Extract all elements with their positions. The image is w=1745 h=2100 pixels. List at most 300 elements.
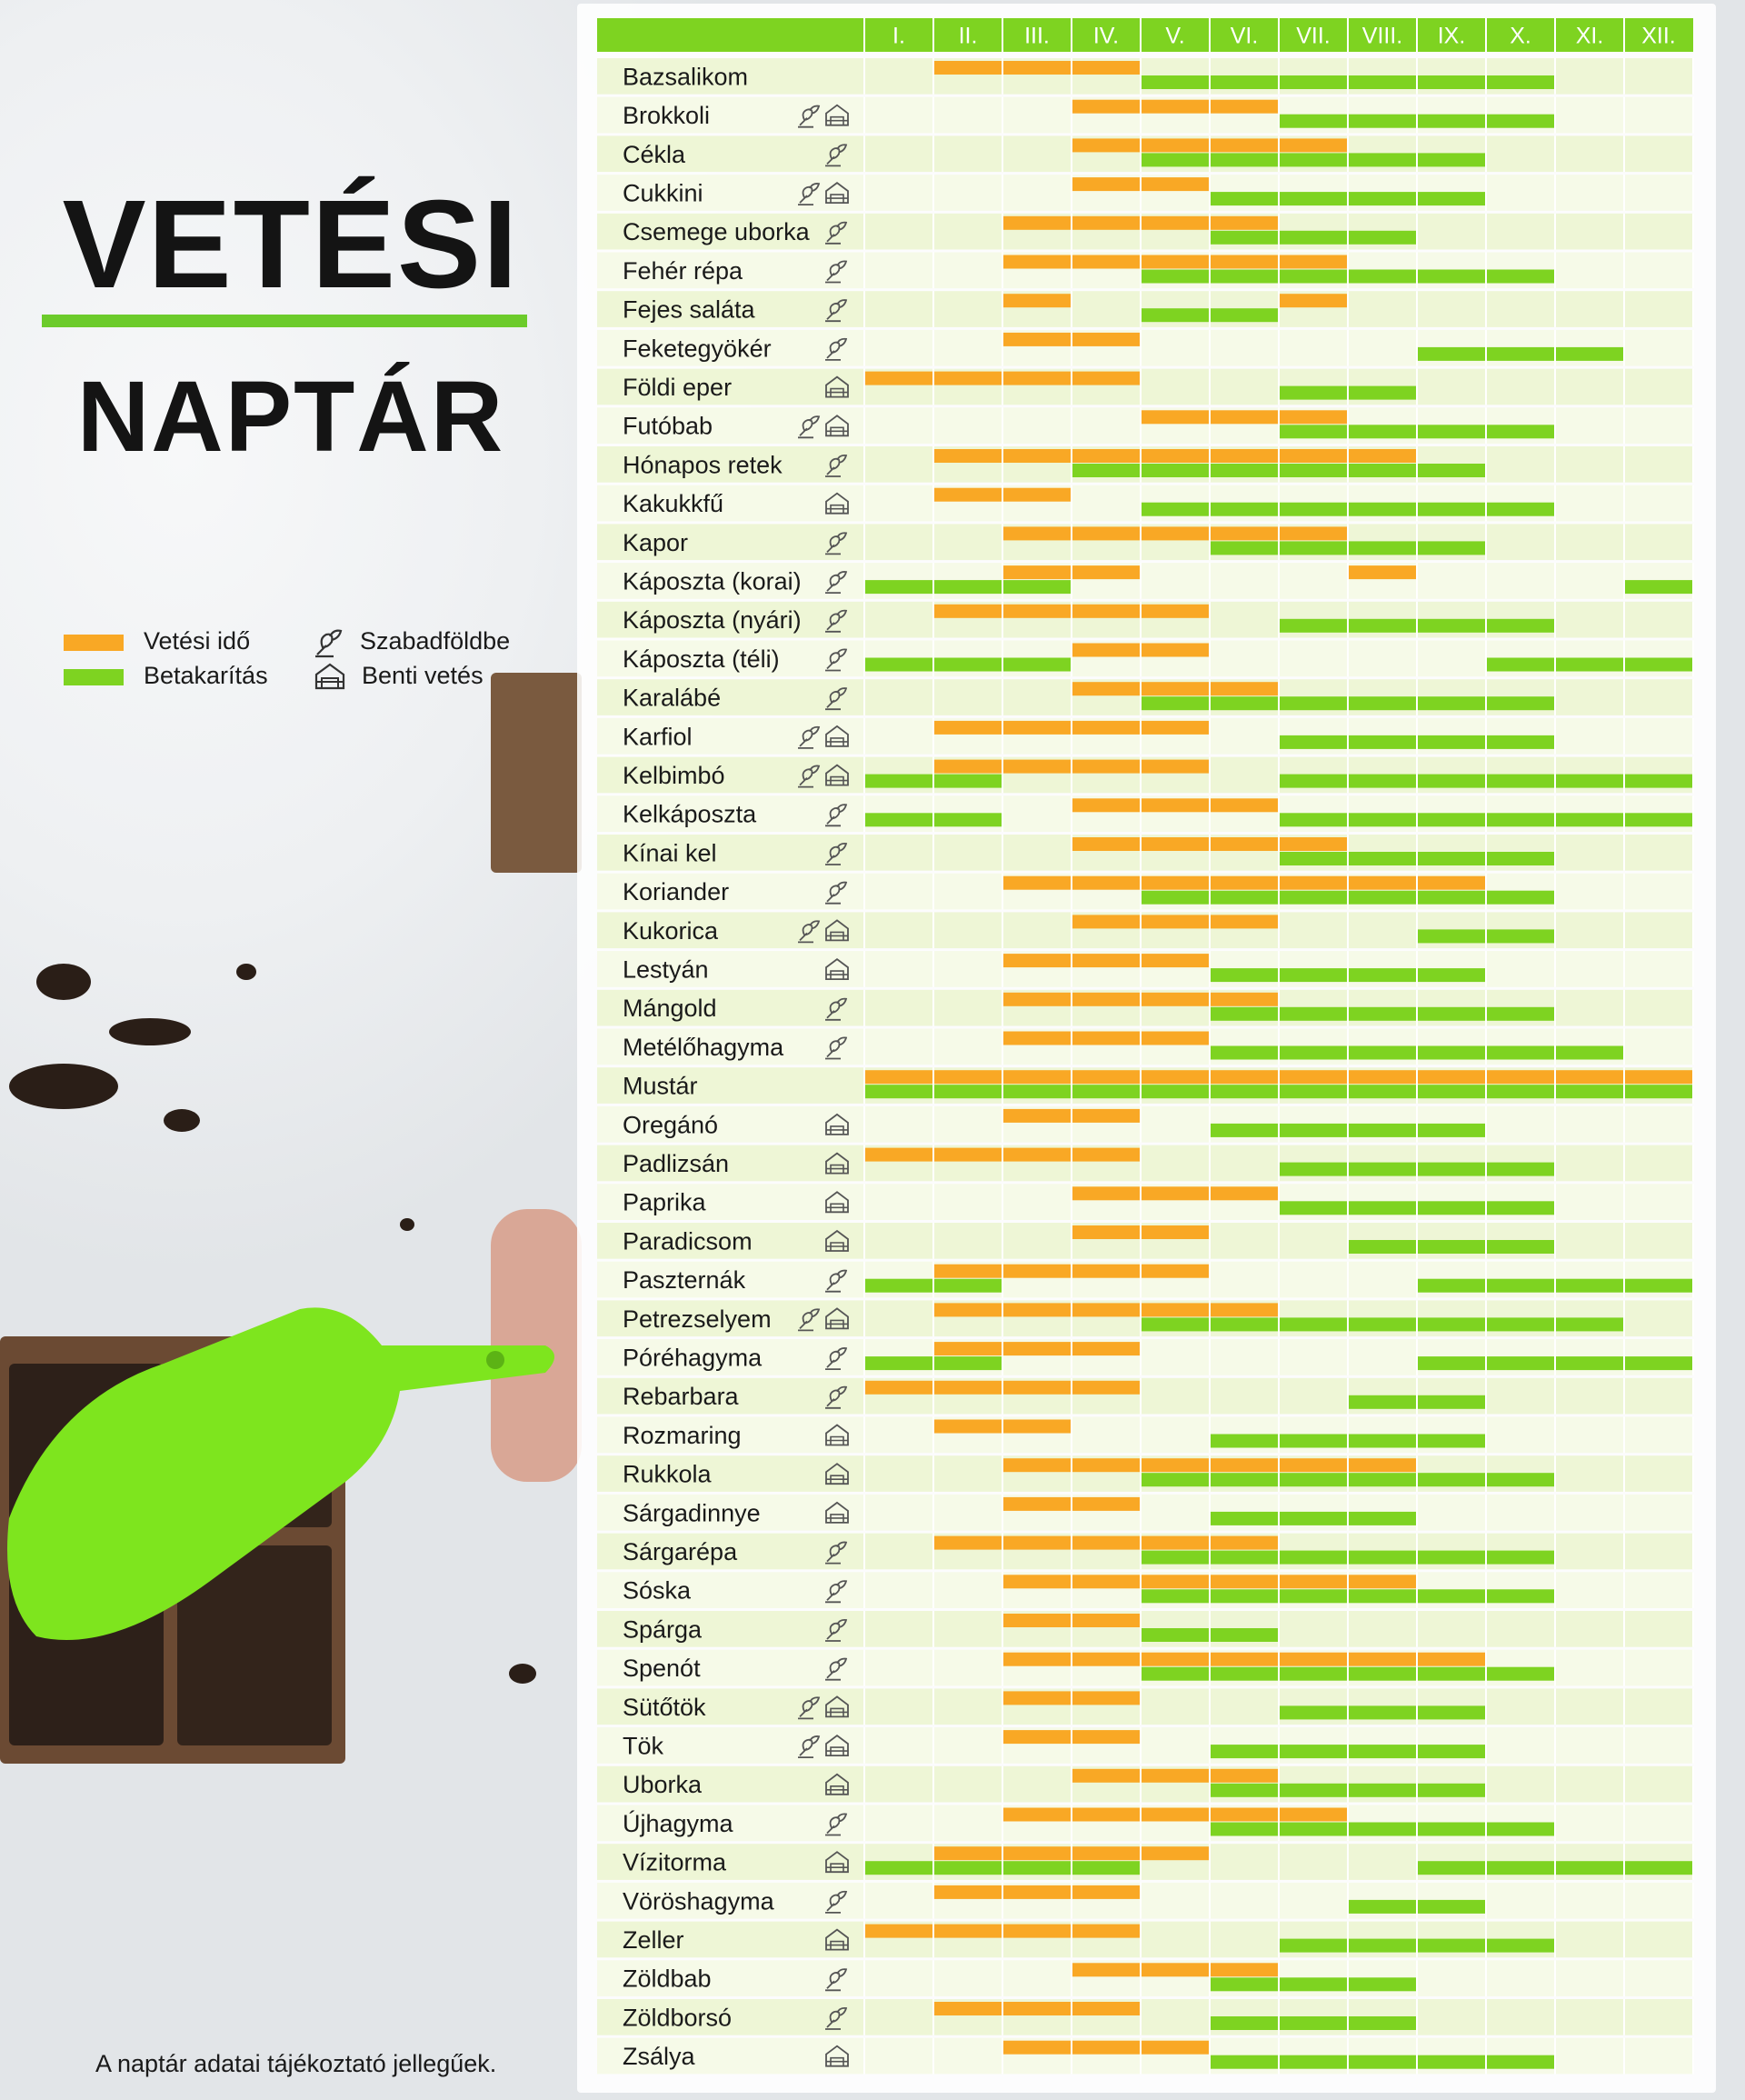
column-divider	[1347, 1766, 1349, 1803]
sowing-bar	[934, 1265, 1002, 1278]
harvest-bar	[1211, 541, 1278, 555]
column-divider	[1692, 1805, 1694, 1842]
column-divider	[1209, 1650, 1211, 1686]
column-divider	[1554, 1184, 1556, 1220]
column-divider	[1140, 1262, 1142, 1298]
column-divider	[1623, 912, 1625, 948]
column-divider	[1209, 718, 1211, 755]
column-divider	[1623, 874, 1625, 910]
column-divider	[863, 214, 865, 250]
column-divider	[1416, 135, 1418, 172]
column-divider	[1278, 1805, 1280, 1842]
harvest-bar	[1142, 75, 1209, 89]
column-divider	[1002, 1262, 1003, 1298]
column-divider	[1623, 1417, 1625, 1454]
column-divider	[1347, 1029, 1349, 1065]
column-divider	[1692, 679, 1694, 715]
trowel-sprout-icon	[314, 627, 346, 658]
column-divider	[1554, 563, 1556, 599]
column-divider	[1485, 1534, 1487, 1570]
sowing-bar	[934, 1885, 1002, 1899]
column-divider	[1140, 1805, 1142, 1842]
sowing-bar	[1003, 449, 1071, 463]
column-divider	[932, 1572, 934, 1608]
harvest-bar	[1349, 1512, 1416, 1525]
harvest-bar	[1418, 619, 1485, 633]
sowing-bar	[1142, 1769, 1209, 1783]
column-divider	[1623, 330, 1625, 366]
column-divider	[1002, 1922, 1003, 1958]
column-divider	[1140, 602, 1142, 638]
column-divider	[932, 874, 934, 910]
soil-crumb	[36, 964, 91, 1000]
sowing-bar	[1142, 1225, 1209, 1239]
column-divider	[932, 1455, 934, 1492]
sowing-bar	[1349, 1070, 1416, 1084]
sowing-bar	[1211, 1653, 1278, 1666]
column-divider	[1002, 330, 1003, 366]
row-label: Sóska	[623, 1576, 692, 1605]
sowing-bar	[1280, 1458, 1347, 1472]
row-background	[597, 1999, 1693, 2035]
column-divider	[932, 795, 934, 832]
harvest-bar	[1211, 75, 1278, 89]
column-divider	[1209, 641, 1211, 677]
row-label: Póréhagyma	[623, 1344, 763, 1372]
column-divider	[1416, 951, 1418, 987]
column-divider	[1209, 1999, 1211, 2035]
column-divider	[1692, 718, 1694, 755]
sowing-bar	[1003, 333, 1071, 346]
harvest-bar	[1625, 580, 1692, 594]
column-divider	[1623, 407, 1625, 444]
harvest-bar	[1003, 1085, 1071, 1098]
column-divider	[863, 369, 865, 405]
column-divider	[1485, 1378, 1487, 1415]
column-divider	[1623, 679, 1625, 715]
column-divider	[1002, 641, 1003, 677]
harvest-bar	[1280, 1823, 1347, 1836]
column-divider	[1071, 58, 1072, 95]
harvest-bar	[1487, 696, 1554, 710]
column-divider	[1416, 1184, 1418, 1220]
column-divider	[1416, 1106, 1418, 1143]
harvest-bar	[1487, 658, 1554, 672]
sowing-bar	[1003, 1497, 1071, 1511]
column-divider	[1485, 1844, 1487, 1880]
column-divider	[1554, 912, 1556, 948]
column-divider	[863, 1960, 865, 1996]
harvest-bar	[1418, 1861, 1485, 1875]
sowing-bar	[1072, 177, 1140, 191]
column-divider	[1071, 2038, 1072, 2075]
harvest-bar	[1280, 192, 1347, 205]
harvest-bar	[1349, 1589, 1416, 1603]
sowing-bar	[1003, 1032, 1071, 1045]
column-divider	[932, 1184, 934, 1220]
harvest-bar	[1280, 1705, 1347, 1719]
column-divider	[1209, 1922, 1211, 1958]
harvest-bar	[1003, 1861, 1071, 1875]
sowing-bar	[1003, 721, 1071, 735]
column-divider	[1071, 718, 1072, 755]
column-divider	[932, 2038, 934, 2075]
column-divider	[1554, 1339, 1556, 1375]
column-divider	[1278, 1727, 1280, 1764]
sowing-bar	[1072, 1885, 1140, 1899]
sowing-bar	[934, 449, 1002, 463]
column-divider	[1692, 214, 1694, 250]
sowing-bar	[1072, 1691, 1140, 1705]
harvest-bar	[1418, 347, 1485, 361]
column-divider	[1002, 1999, 1003, 2035]
harvest-bar	[1349, 2016, 1416, 2030]
column-divider	[1002, 679, 1003, 715]
harvest-bar	[1072, 1085, 1140, 1098]
sowing-bar	[1072, 2002, 1140, 2015]
column-divider	[1485, 1067, 1487, 1104]
header-divider	[932, 18, 934, 52]
column-divider	[932, 1999, 934, 2035]
sowing-bar	[1142, 644, 1209, 657]
harvest-bar	[1349, 852, 1416, 865]
column-divider	[1347, 1417, 1349, 1454]
harvest-bar	[1280, 1201, 1347, 1215]
column-divider	[932, 1495, 934, 1531]
column-divider	[1071, 1262, 1072, 1298]
column-divider	[1140, 874, 1142, 910]
column-divider	[1278, 1106, 1280, 1143]
header-divider	[1554, 18, 1556, 52]
column-divider	[1347, 1455, 1349, 1492]
sowing-bar	[1072, 605, 1140, 618]
sowing-bar	[1211, 410, 1278, 424]
column-divider	[1485, 1611, 1487, 1647]
column-divider	[1416, 602, 1418, 638]
sowing-bar	[1072, 2041, 1140, 2055]
harvest-bar	[1418, 115, 1485, 128]
column-divider	[1002, 1727, 1003, 1764]
harvest-bar	[1418, 1279, 1485, 1293]
sowing-bar	[1280, 1070, 1347, 1084]
column-divider	[1692, 1300, 1694, 1336]
sowing-bar	[934, 1846, 1002, 1860]
row-label: Futóbab	[623, 412, 713, 440]
harvest-bar	[1280, 2055, 1347, 2069]
sowing-bar	[1003, 1653, 1071, 1666]
column-divider	[1416, 1378, 1418, 1415]
row-label: Rebarbara	[623, 1383, 739, 1411]
sowing-bar	[1072, 1769, 1140, 1783]
sowing-bar	[1072, 1808, 1140, 1822]
column-divider	[1278, 1572, 1280, 1608]
harvest-bar	[1349, 1124, 1416, 1137]
column-divider	[863, 1184, 865, 1220]
column-divider	[1002, 446, 1003, 483]
column-divider	[1278, 1223, 1280, 1259]
column-divider	[932, 1805, 934, 1842]
row-label: Tök	[623, 1732, 664, 1760]
column-divider	[932, 253, 934, 289]
row-label: Kapor	[623, 528, 689, 556]
column-divider	[1002, 407, 1003, 444]
soil-crumb	[509, 1664, 536, 1684]
column-divider	[932, 951, 934, 987]
column-divider	[1692, 330, 1694, 366]
column-divider	[1347, 1184, 1349, 1220]
column-divider	[1692, 1960, 1694, 1996]
sowing-bar	[1487, 1070, 1554, 1084]
harvest-bar	[1211, 464, 1278, 477]
column-divider	[1278, 2038, 1280, 2075]
row-label: Zsálya	[623, 2043, 695, 2071]
column-divider	[1623, 795, 1625, 832]
column-divider	[1071, 641, 1072, 677]
harvest-bar	[1349, 619, 1416, 633]
column-divider	[1071, 524, 1072, 560]
column-divider	[1416, 1727, 1418, 1764]
sowing-bar	[1142, 216, 1209, 230]
column-divider	[1485, 446, 1487, 483]
row-label: Vízitorma	[623, 1848, 727, 1876]
column-divider	[1416, 58, 1418, 95]
harvest-bar	[1625, 658, 1692, 672]
harvest-bar	[1211, 1823, 1278, 1836]
column-divider	[1554, 1766, 1556, 1803]
column-divider	[1209, 1766, 1211, 1803]
column-divider	[1002, 1339, 1003, 1375]
row-label: Mustár	[623, 1072, 698, 1100]
column-divider	[1554, 1534, 1556, 1570]
sowing-bar	[1142, 954, 1209, 967]
sowing-bar	[1072, 1963, 1140, 1976]
column-divider	[1071, 1184, 1072, 1220]
column-divider	[1554, 795, 1556, 832]
harvest-bar	[1280, 231, 1347, 245]
column-divider	[1278, 175, 1280, 211]
column-divider	[1071, 1145, 1072, 1182]
column-divider	[1071, 912, 1072, 948]
column-divider	[1071, 1727, 1072, 1764]
column-divider	[1485, 1960, 1487, 1996]
harvest-bar	[1349, 696, 1416, 710]
column-divider	[1002, 602, 1003, 638]
harvest-bar	[1349, 464, 1416, 477]
harvest-bar	[1142, 1085, 1209, 1098]
column-divider	[1623, 1922, 1625, 1958]
sowing-bar	[1142, 1963, 1209, 1976]
sowing-bar	[1211, 1186, 1278, 1200]
sowing-bar	[1280, 1575, 1347, 1588]
column-divider	[1209, 1067, 1211, 1104]
harvest-bar	[1418, 192, 1485, 205]
column-divider	[1071, 1688, 1072, 1725]
column-divider	[1140, 1766, 1142, 1803]
column-divider	[1623, 1805, 1625, 1842]
column-divider	[1554, 1495, 1556, 1531]
header-divider	[1485, 18, 1487, 52]
column-divider	[1071, 1999, 1072, 2035]
harvest-bar	[1280, 1124, 1347, 1137]
harvest-bar	[1280, 153, 1347, 166]
sowing-bar	[1349, 565, 1416, 579]
harvest-bar	[1487, 425, 1554, 438]
harvest-bar	[865, 658, 932, 672]
column-divider	[1347, 1106, 1349, 1143]
column-divider	[1002, 1106, 1003, 1143]
row-label: Vöröshagyma	[623, 1887, 774, 1915]
column-divider	[1278, 835, 1280, 871]
sowing-bar	[1142, 177, 1209, 191]
column-divider	[1002, 1300, 1003, 1336]
column-divider	[1623, 1378, 1625, 1415]
sowing-bar	[1003, 216, 1071, 230]
column-divider	[1623, 1883, 1625, 1919]
sowing-bar	[934, 1342, 1002, 1355]
column-divider	[1002, 1960, 1003, 1996]
harvest-bar	[1349, 386, 1416, 400]
harvest-bar	[1280, 1317, 1347, 1331]
sowing-bar	[1349, 1575, 1416, 1588]
column-divider	[863, 485, 865, 522]
sowing-bar	[1072, 1070, 1140, 1084]
sowing-bar	[1003, 1846, 1071, 1860]
column-divider	[1485, 485, 1487, 522]
column-divider	[1140, 641, 1142, 677]
sowing-bar	[1142, 138, 1209, 152]
harvest-bar	[1418, 1124, 1485, 1137]
harvest-bar	[1556, 813, 1623, 826]
column-divider	[1485, 1650, 1487, 1686]
column-divider	[1623, 1572, 1625, 1608]
sowing-bar	[1003, 1458, 1071, 1472]
column-divider	[932, 563, 934, 599]
column-divider	[1485, 1106, 1487, 1143]
chart-panel	[577, 4, 1716, 2093]
column-divider	[1140, 912, 1142, 948]
column-divider	[1071, 1766, 1072, 1803]
harvest-bar	[865, 1085, 932, 1098]
harvest-bar	[1142, 503, 1209, 516]
column-divider	[1347, 1844, 1349, 1880]
column-divider	[1140, 407, 1142, 444]
column-divider	[1416, 1339, 1418, 1375]
harvest-bar	[1418, 2055, 1485, 2069]
harvest-bar	[1349, 1240, 1416, 1254]
harvest-bar	[1211, 2016, 1278, 2030]
sowing-bar	[934, 372, 1002, 385]
header-divider	[1071, 18, 1072, 52]
harvest-bar	[1280, 813, 1347, 826]
column-divider	[932, 1417, 934, 1454]
column-divider	[1554, 58, 1556, 95]
harvest-bar	[1487, 270, 1554, 284]
sowing-bar	[1142, 1808, 1209, 1822]
row-background	[597, 1378, 1693, 1415]
column-divider	[1692, 1145, 1694, 1182]
sowing-bar	[1211, 526, 1278, 540]
column-divider	[863, 1805, 865, 1842]
harvest-bar	[1349, 541, 1416, 555]
column-divider	[1278, 912, 1280, 948]
column-divider	[932, 1766, 934, 1803]
column-divider	[1485, 1766, 1487, 1803]
column-divider	[1209, 330, 1211, 366]
column-divider	[1485, 1727, 1487, 1764]
sowing-bar	[865, 1381, 932, 1395]
column-divider	[1347, 1922, 1349, 1958]
harvest-bar	[1211, 1473, 1278, 1486]
column-divider	[863, 524, 865, 560]
column-divider	[932, 1029, 934, 1065]
column-divider	[1554, 602, 1556, 638]
column-divider	[1209, 563, 1211, 599]
column-divider	[1278, 951, 1280, 987]
column-divider	[1485, 1223, 1487, 1259]
row-label: Padlizsán	[623, 1149, 730, 1177]
harvest-bar	[1556, 658, 1623, 672]
sowing-bar	[1003, 526, 1071, 540]
column-divider	[1416, 1534, 1418, 1570]
harvest-bar	[1418, 503, 1485, 516]
column-divider	[1623, 1688, 1625, 1725]
harvest-bar	[1487, 2055, 1554, 2069]
column-divider	[1209, 1029, 1211, 1065]
row-background	[597, 1417, 1693, 1454]
column-divider	[863, 1534, 865, 1570]
column-divider	[1554, 1145, 1556, 1182]
sowing-bar	[1003, 2002, 1071, 2015]
header-divider	[1002, 18, 1003, 52]
harvest-bar	[1072, 1861, 1140, 1875]
column-divider	[1416, 1029, 1418, 1065]
month-label-9: IX.	[1437, 23, 1466, 49]
month-label-7: VII.	[1296, 23, 1331, 49]
sowing-bar	[1211, 876, 1278, 890]
row-background	[597, 1688, 1693, 1725]
harvest-bar	[1142, 464, 1209, 477]
sowing-bar	[1072, 1186, 1140, 1200]
column-divider	[1692, 1223, 1694, 1259]
sowing-bar	[934, 61, 1002, 75]
column-divider	[1278, 1300, 1280, 1336]
harvest-bar	[1211, 1007, 1278, 1021]
column-divider	[1002, 835, 1003, 871]
column-divider	[1071, 1495, 1072, 1531]
sowing-bar	[1349, 876, 1416, 890]
column-divider	[1209, 874, 1211, 910]
column-divider	[1209, 912, 1211, 948]
sowing-bar	[1349, 1458, 1416, 1472]
column-divider	[932, 291, 934, 327]
harvest-bar	[1418, 1435, 1485, 1448]
sowing-bar	[1142, 915, 1209, 928]
column-divider	[1140, 951, 1142, 987]
harvest-bar	[1142, 153, 1209, 166]
harvest-bar	[1487, 1317, 1554, 1331]
column-divider	[1140, 58, 1142, 95]
column-divider	[1071, 1029, 1072, 1065]
column-divider	[1209, 135, 1211, 172]
column-divider	[1692, 1262, 1694, 1298]
sowing-bar	[1142, 993, 1209, 1006]
harvest-bar	[1003, 658, 1071, 672]
harvest-bar	[1280, 1435, 1347, 1448]
column-divider	[1485, 563, 1487, 599]
column-divider	[1347, 1688, 1349, 1725]
harvest-bar	[1418, 1667, 1485, 1681]
column-divider	[1002, 1145, 1003, 1182]
